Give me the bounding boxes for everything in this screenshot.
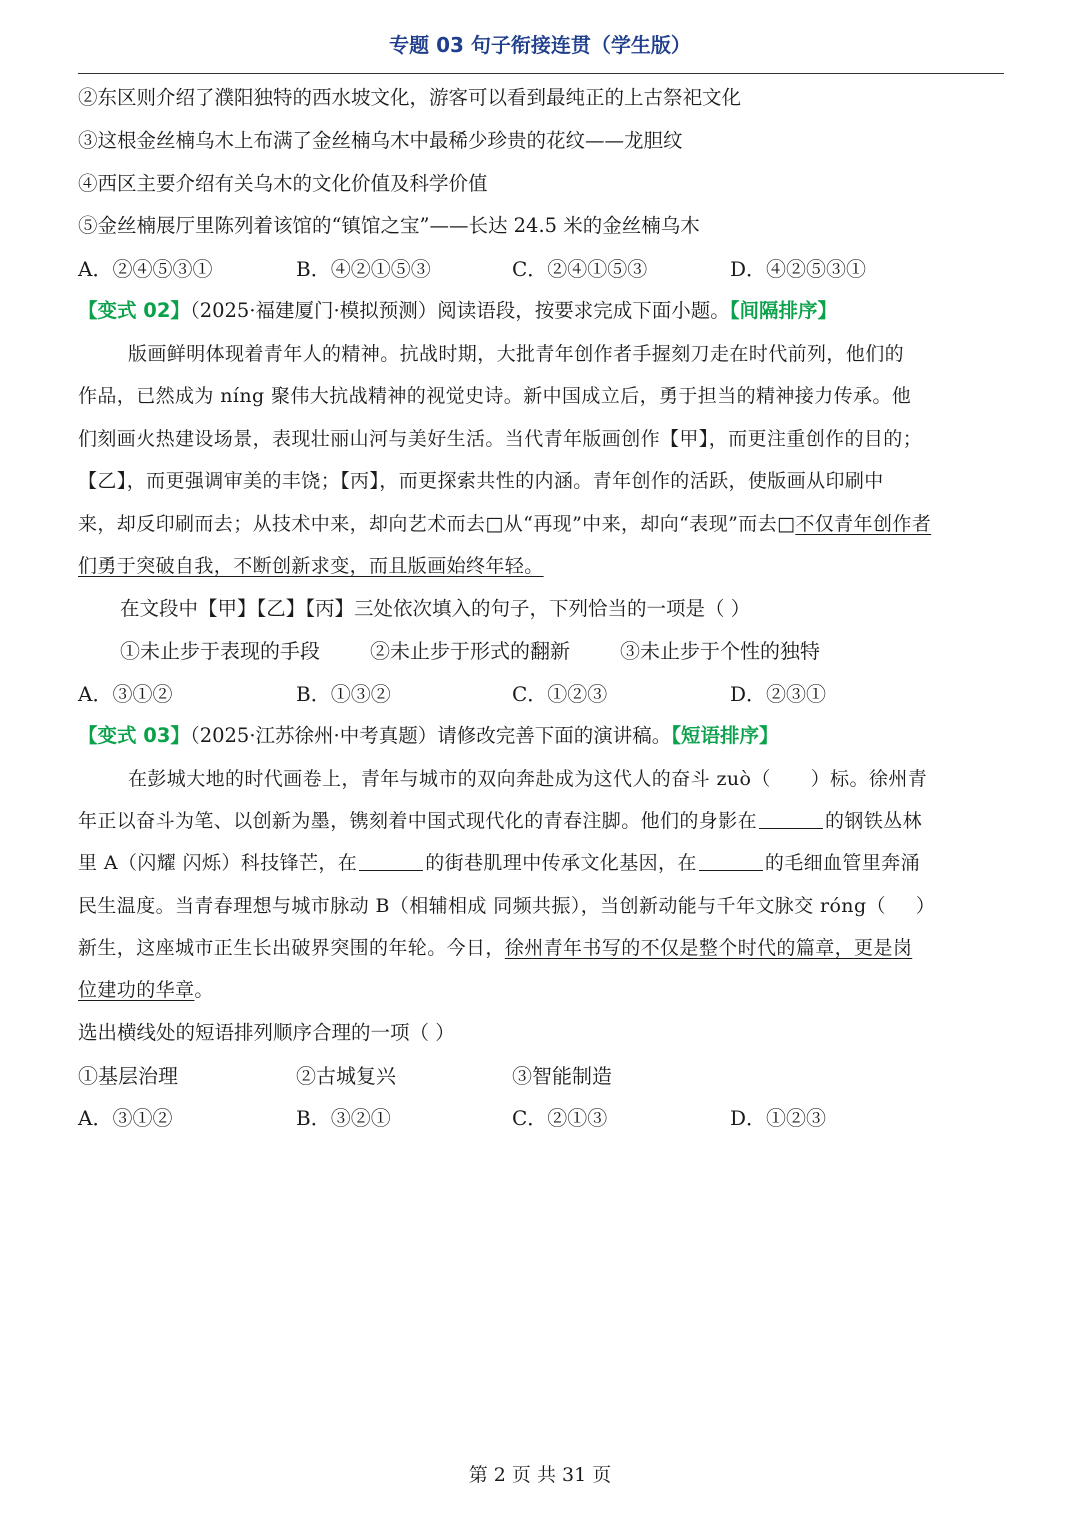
v3-text-2b: 的钢铁丛林 [825, 810, 923, 832]
q1-option-d: D．④②⑤③① [730, 257, 867, 281]
page-header-title: 专题 03 句子衔接连贯（学生版） [389, 33, 691, 57]
v2-passage-line-6 [78, 553, 1004, 579]
v2-underlined-sentence-b: 们勇于突破自我，不断创新求变，而且版画始终年轻。 [78, 555, 544, 577]
v3-choice-3: ③智能制造 [512, 1064, 612, 1088]
v3-underlined-sentence-a: 徐州青年书写的不仅是整个时代的篇章，更是岗 [504, 937, 913, 959]
v3-choice-1: ①基层治理 [78, 1064, 178, 1088]
v2-passage-line-5-text: 来，却反印刷而去；从技术中来，却向艺术而去□从“再现”中来，却向“表现”而去□ [78, 513, 796, 535]
v2-option-a: A．③①② [78, 682, 173, 706]
v2-source: （2025·福建厦门·模拟预测）阅读语段，按要求完成下面小题。 [189, 299, 730, 322]
v3-fill-blank-1 [759, 808, 823, 829]
v2-type-tag: 【间隔排序】 [729, 299, 837, 322]
q1-item-2: ②东区则介绍了濮阳独特的西水坡文化，游客可以看到最纯正的上古祭祀文化 [78, 86, 742, 109]
v2-passage-line-1: 版画鲜明体现着青年人的精神。抗战时期，大批青年创作者手握刻刀走在时代前列，他们的 [128, 343, 905, 365]
q1-option-b: B．④②①⑤③ [296, 257, 431, 281]
v3-text-1b: ）标。徐州青 [810, 768, 928, 790]
v3-fill-blank-2 [359, 850, 423, 871]
v3-source: （2025·江苏徐州·中考真题）请修改完善下面的演讲稿。 [189, 724, 672, 747]
v3-choice-2: ②古城复兴 [296, 1064, 396, 1088]
header-rule [78, 73, 1004, 74]
v3-text-3a: 里 A（闪耀 闪烁）科技锋芒，在 [78, 852, 358, 874]
v3-passage-line-4 [78, 893, 1004, 919]
v2-option-c: C．①②③ [512, 682, 608, 706]
v3-fill-blank-3 [699, 850, 763, 871]
v3-text-4a: 民生温度。当青春理想与城市脉动 B（相辅相成 同频共振），当创新动能与千年文脉交 róng（ [78, 895, 886, 917]
v2-passage-line-3: 们刻画火热建设场景，表现壮丽山河与美好生活。当代青年版画创作【甲】，而更注重创作的目的； [78, 428, 923, 450]
v2-choice-3: ③未止步于个性的独特 [620, 639, 820, 663]
v2-underlined-sentence-a: 不仅青年创作者 [795, 513, 932, 535]
page-footer: 第 2 页 共 31 页 [468, 1464, 612, 1486]
v3-passage-line-1 [78, 766, 1004, 792]
v3-passage-line-3 [78, 850, 1004, 876]
v3-option-a: A．③①② [78, 1106, 173, 1130]
v3-option-d: D．①②③ [730, 1106, 827, 1130]
v2-choice-2: ②未止步于形式的翻新 [370, 639, 570, 663]
v3-tag: 【变式 03】 [78, 724, 190, 747]
v2-choice-1: ①未止步于表现的手段 [120, 639, 320, 663]
v3-text-6b: 。 [194, 979, 214, 1001]
v3-passage-line-5 [78, 935, 1004, 961]
v2-passage-line-4: 【乙】，而更强调审美的丰饶；【丙】，而更探索共性的内涵。青年创作的活跃，使版画从印刷中 [78, 470, 884, 492]
v3-text-3b: 的街巷肌理中传承文化基因，在 [425, 852, 697, 874]
v2-option-b: B．①③② [296, 682, 391, 706]
q1-option-a: A．②④⑤③① [78, 257, 213, 281]
v2-question: 在文段中【甲】【乙】【丙】三处依次填入的句子，下列恰当的一项是（ ） [120, 597, 751, 620]
q1-item-4: ④西区主要介绍有关乌木的文化价值及科学价值 [78, 172, 488, 195]
v3-text-2a: 年正以奋斗为笔、以创新为墨，镌刻着中国式现代化的青春注脚。他们的身影在 [78, 810, 758, 832]
v2-tag: 【变式 02】 [78, 299, 190, 322]
v3-text-4b: ） [915, 895, 936, 917]
q1-item-3: ③这根金丝楠乌木上布满了金丝楠乌木中最稀少珍贵的花纹——龙胆纹 [78, 129, 683, 152]
q1-option-c: C．②④①⑤③ [512, 257, 648, 281]
q1-item-5: ⑤金丝楠展厅里陈列着该馆的“镇馆之宝”——长达 24.5 米的金丝楠乌木 [78, 214, 700, 237]
v3-underlined-sentence-b: 位建功的华章 [78, 979, 195, 1001]
v2-passage-line-2: 作品，已然成为 níng 聚伟大抗战精神的视觉史诗。新中国成立后，勇于担当的精神接力传承。他 [78, 385, 912, 407]
v2-passage-line-5 [78, 511, 1004, 537]
v3-heading [78, 723, 1004, 749]
v3-text-3c: 的毛细血管里奔涌 [764, 852, 921, 874]
v3-passage-line-2 [78, 808, 1004, 834]
v2-option-d: D．②③① [730, 682, 827, 706]
v2-heading [78, 298, 1004, 324]
v3-text-1a: 在彭城大地的时代画卷上，青年与城市的双向奔赴成为这代人的奋斗 zuò（ [128, 768, 771, 790]
v3-text-5a: 新生，这座城市正生长出破界突围的年轮。今日， [78, 937, 505, 959]
v3-option-b: B．③②① [296, 1106, 391, 1130]
v3-question: 选出横线处的短语排列顺序合理的一项（ ） [78, 1021, 455, 1044]
v3-option-c: C．②①③ [512, 1106, 608, 1130]
v3-passage-line-6 [78, 977, 1004, 1003]
v3-type-tag: 【短语排序】 [671, 724, 779, 747]
